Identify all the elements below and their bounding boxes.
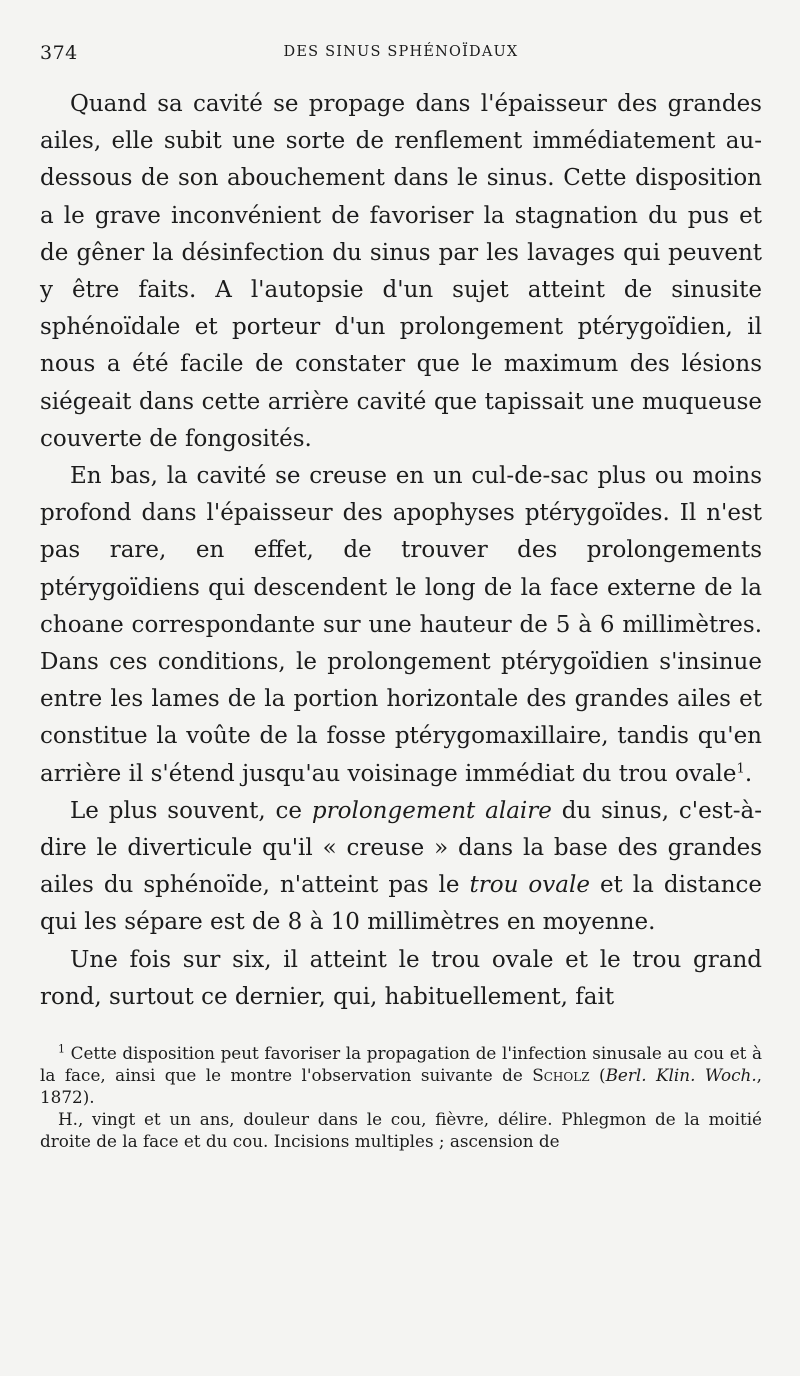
book-page	[40, 38, 762, 1152]
italic-term-prolongement-alaire: prolongement alaire	[311, 797, 552, 824]
footnote-1-text-a: Cette disposition peut favoriser la propagation de l'infection sinusale au cou et à la face, ainsi que le montre l'observation suivante de	[40, 1043, 762, 1086]
paragraph-2	[40, 458, 762, 793]
footnote-author: Scholz	[532, 1065, 590, 1086]
footnote-1-text-c: , 1872).	[40, 1065, 762, 1108]
footnotes	[40, 1042, 762, 1152]
paragraph-3	[40, 793, 762, 942]
page-number: 374	[40, 42, 78, 64]
italic-term-trou-ovale: trou ovale	[469, 872, 590, 899]
body-text	[40, 86, 762, 1016]
footnote-observation: H., vingt et un ans, douleur dans le cou, fièvre, délire. Phlegmon de la moitié droite de la face et du cou. Incisions multiples ; ascension de	[40, 1109, 762, 1152]
running-head: DES SINUS SPHÉNOÏDAUX	[283, 44, 519, 60]
page-header	[40, 38, 762, 74]
footnote-1	[40, 1042, 762, 1108]
footnote-source: Berl. Klin. Woch.	[605, 1065, 757, 1086]
paragraph-3-text-a: Le plus souvent, ce	[70, 797, 312, 824]
paragraph-1: Quand sa cavité se propage dans l'épaisseur des grandes ailes, elle subit une sorte de renflement immédiatement au-dessous de son abouchement dans le sinus. Cette disposition a le grave inconvénient de favoriser la stagnation du pus et de gêner la désinfection du sinus par les lavages qui peuvent y être faits. A l'autopsie d'un sujet atteint de sinusite sphénoïdale et porteur d'un prolongement ptérygoïdien, il nous a été facile de constater que le maximum des lésions siégeait dans cette arrière cavité que tapissait une muqueuse couverte de fongosités.	[40, 91, 762, 452]
paragraph-3-text-c: et la distance qui les sépare est de 8 à 10 millimètres en moyenne.	[40, 872, 763, 936]
paragraph-3-text-b: du sinus, c'est-à-dire le diverticule qu'il « creuse » dans la base des grandes ailes du sphénoïde, n'atteint pas le	[40, 797, 762, 899]
paragraph-4: Une fois sur six, il atteint le trou ovale et le trou grand rond, surtout ce dernier, qui, habituellement, fait	[40, 946, 762, 1010]
paragraph-2-end: .	[744, 760, 753, 787]
footnote-1-text-b: (	[589, 1065, 606, 1086]
footnote-mark: 1	[58, 1042, 65, 1056]
footnote-ref[interactable]: 1	[736, 761, 745, 776]
paragraph-2-text: En bas, la cavité se creuse en un cul-de-sac plus ou moins profond dans l'épaisseur des apophyses ptérygoïdes. Il n'est pas rare, en effet, de trouver des prolongements ptérygoïdiens qui descendent le long de la face externe de la choane correspondante sur une hauteur de 5 à 6 millimètres. Dans ces conditions, le prolongement ptérygoïdien s'insinue entre les lames de la portion horizontale des grandes ailes et constitue la voûte de la fosse ptérygomaxillaire, tandis qu'en arrière il s'étend jusqu'au voisinage immédiat du trou ovale	[40, 463, 762, 787]
